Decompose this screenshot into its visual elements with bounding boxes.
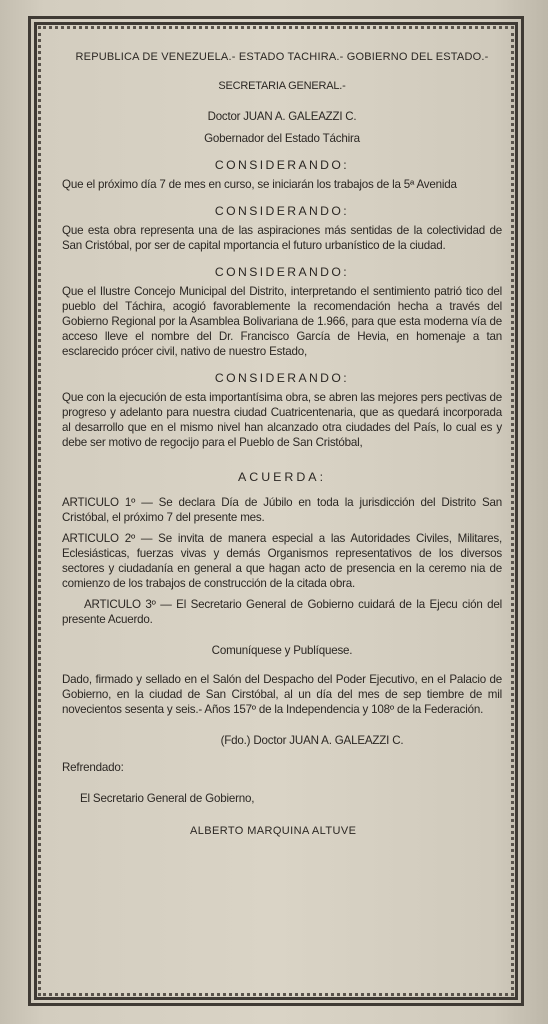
considerando-heading: CONSIDERANDO:	[214, 371, 350, 385]
refrendado-label: Refrendado:	[62, 761, 124, 774]
articulo-3: ARTICULO 3º — El Secretario General de Gobierno cuidará de la Ejecu ción del presente Acuerdo.	[62, 598, 502, 626]
considerando-paragraph: Que esta obra representa una de las aspiraciones más sentidas de la colectividad de San Cristóbal, por ser de capital mportancia el futuro urbanístico de la ciudad.	[62, 224, 502, 252]
considerando-paragraph: Que el próximo día 7 de mes en curso, se iniciarán los trabajos de la 5ª Avenida	[62, 178, 457, 191]
governor-name: Doctor JUAN A. GALEAZZI C.	[207, 111, 357, 123]
header-secretaria: SECRETARIA GENERAL.-	[218, 80, 346, 92]
considerando-paragraph: Que el Ilustre Concejo Municipal del Distrito, interpretando el sentimiento patrió tico del pueblo del Táchira, acogió favorablemente la recomendación hecha a través del Gobierno Regional por la Asamblea Bolivariana de 1.966, para que esta moderna vía de acceso lleve el nombre del Dr. Francisco García de Hevia, en homenaje a tan esclarecido prócer civil, nativo de nuestro Estado,	[62, 285, 502, 358]
header-republic: REPUBLICA DE VENEZUELA.- ESTADO TACHIRA.- GOBIERNO DEL ESTADO.-	[75, 51, 489, 63]
decree-text	[62, 32, 502, 839]
considerando-heading: CONSIDERANDO:	[214, 158, 350, 172]
signature-line: (Fdo.) Doctor JUAN A. GALEAZZI C.	[220, 734, 404, 747]
comuniquese: Comuníquese y Publíquese.	[211, 644, 353, 657]
considerando-heading: CONSIDERANDO:	[214, 265, 350, 279]
acuerda-heading: ACUERDA:	[237, 470, 327, 484]
dado-paragraph: Dado, firmado y sellado en el Salón del Despacho del Poder Ejecutivo, en el Palacio de Gobierno, en la ciudad de San Cirstóbal, al un día del mes de sep tiembre de mil novecientos sesenta y seis.- Años 157º de la Independencia y 108º de la Federación.	[62, 673, 502, 716]
considerando-paragraph: Que con la ejecución de esta importantísima obra, se abren las mejores pers pectivas de progreso y adelanto para nuestra ciudad Cuatricentenaria, que as quedará incorporada al desarrollo que en el mismo nivel han alcanzado otra ciudades del País, lo cual es y debe ser motivo de regocijo para el Pueblo de San Cristóbal,	[62, 391, 502, 449]
articulo-1: ARTICULO 1º — Se declara Día de Júbilo en toda la jurisdicción del Distrito San Cristóbal, el próximo 7 del presente mes.	[62, 496, 502, 524]
secretario-title: El Secretario General de Gobierno,	[80, 792, 255, 805]
governor-title: Gobernador del Estado Táchira	[204, 132, 360, 145]
secretario-name: ALBERTO MARQUINA ALTUVE	[190, 825, 357, 837]
articulo-2: ARTICULO 2º — Se invita de manera especial a las Autoridades Civiles, Militares, Eclesiásticas, fuerzas vivas y demás Organismos representativos de los diversos sectores y ciudadanía en general a que hagan acto de presencia en la ceremo nia de comienzo de los trabajos de construcción de la citada obra.	[62, 532, 502, 590]
considerando-heading: CONSIDERANDO:	[214, 204, 350, 218]
